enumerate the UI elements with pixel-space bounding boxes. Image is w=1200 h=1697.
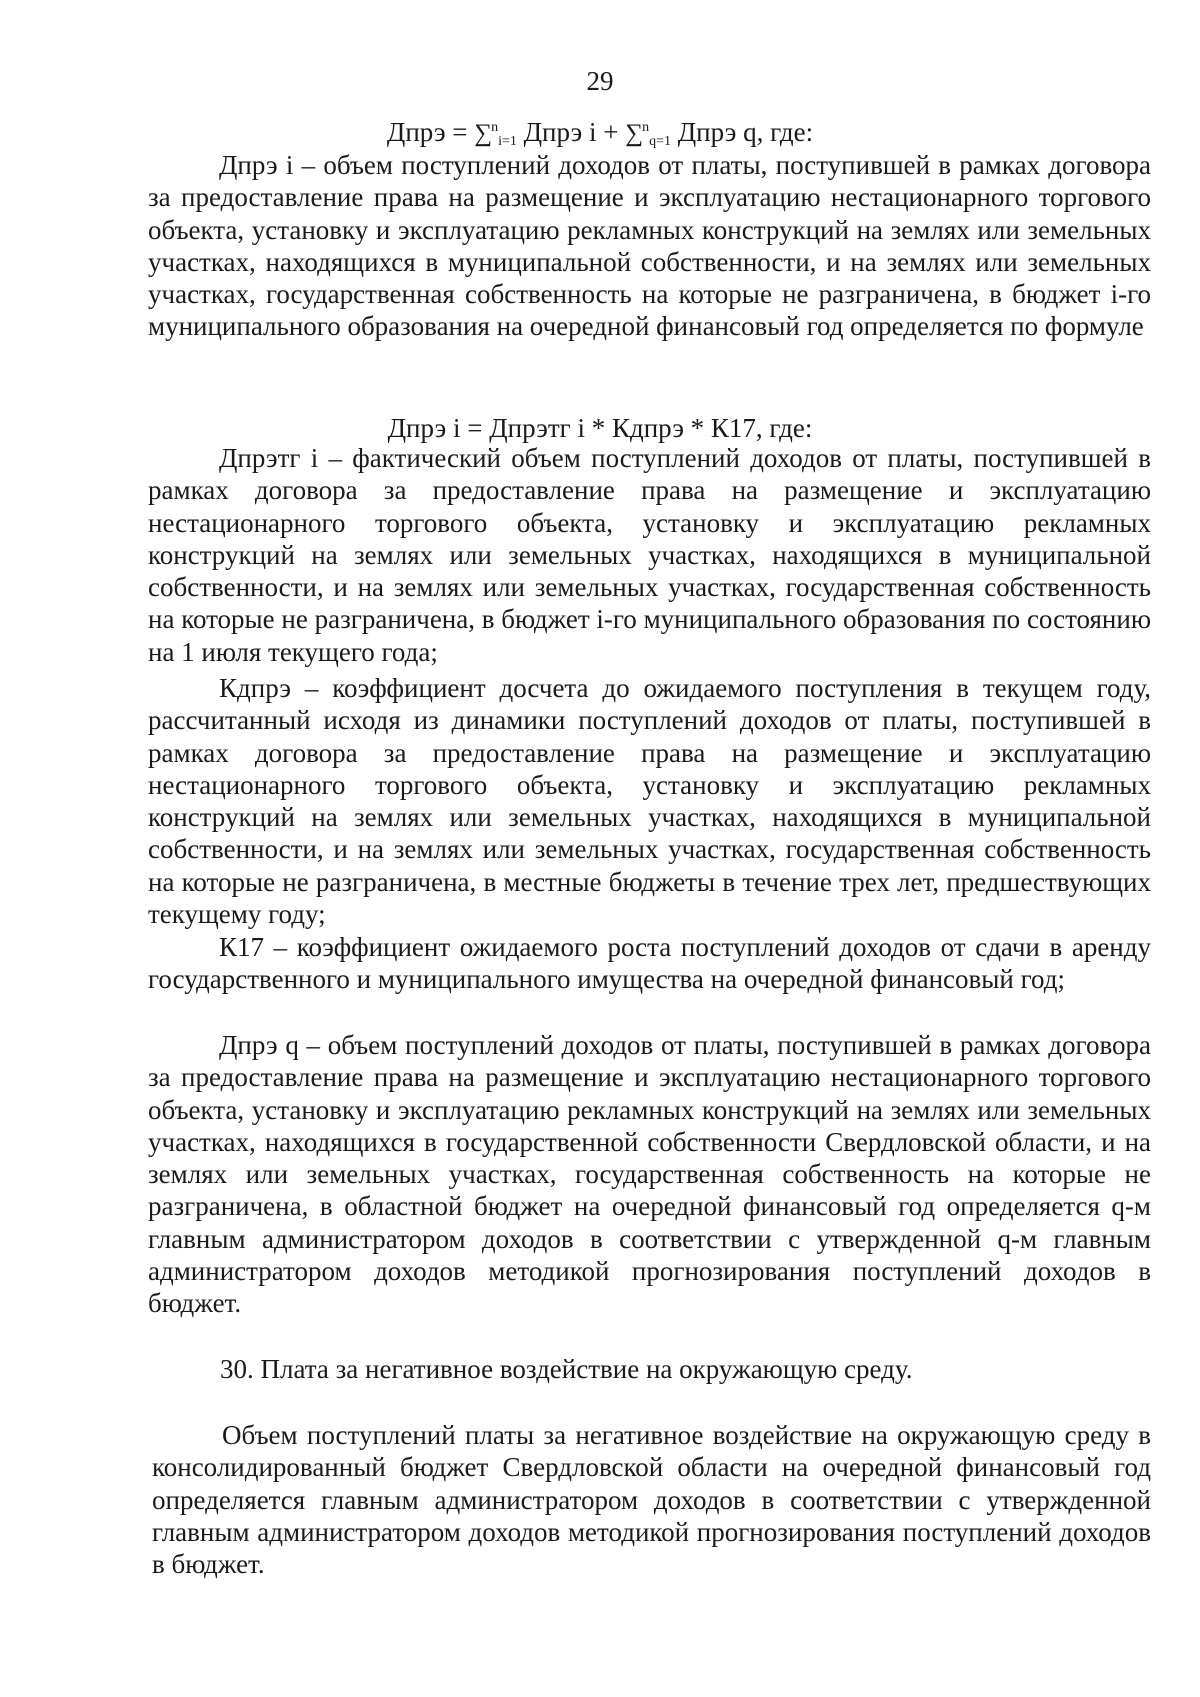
sum-lower: i=1 — [498, 134, 517, 149]
paragraph-negative-impact-fee: Объем поступлений платы за негативное воздействие на окружающую среду в консолидированный бюджет Свердловской области на очередной финансовый год определяется главным администратором доходов в соответствии с утвержденной главным администратором доходов методикой прогнозирования поступлений доходов в бюджет. — [152, 1420, 1151, 1580]
section-heading: 30. Плата за негативное воздействие на окружающую среду. — [220, 1354, 913, 1384]
formula-lhs: Дпрэ = — [386, 117, 468, 147]
formula-dpre-i: Дпрэ i = Дпрэтг i * Кдпрэ * К17, где: — [387, 413, 813, 443]
sum-upper: n — [642, 120, 650, 135]
formula-term: Дпрэ i + — [523, 117, 619, 147]
paragraph-definition-dpretg-i: Дпрэтг i – фактический объем поступлений доходов от платы, поступившей в рамках договора за предоставление права на размещение и эксплуатацию нестационарного торгового объекта, установку и эксплуатацию рекламных конструкций на землях или земельных участках, находящихся в муниципальной собственности, и на землях или земельных участках, государственная собственность на которые не разграничена, в бюджет i-го муниципального образования по состоянию на 1 июля текущего года; — [148, 443, 1151, 667]
paragraph-definition-kdpre: Кдпрэ – коэффициент досчета до ожидаемого поступления в текущем году, рассчитанный исходя из динамики поступлений доходов от платы, поступившей в рамках договора за предоставление права на размещение и эксплуатацию нестационарного торгового объекта, установку и эксплуатацию рекламных конструкций на землях или земельных участках, находящихся в муниципальной собственности, и на землях или земельных участках, государственная собственность на которые не разграничена, в местные бюджеты в течение трех лет, предшествующих текущему году; — [148, 673, 1151, 930]
page-number: 29 — [586, 66, 614, 96]
formula-term: Дпрэ q, где: — [677, 117, 814, 147]
sum-symbol: ∑ — [625, 120, 644, 147]
paragraph-definition-dpre-q: Дпрэ q – объем поступлений доходов от платы, поступившей в рамках договора за предоставление права на размещение и эксплуатацию нестационарного торгового объекта, установку и эксплуатацию рекламных конструкций на землях или земельных участках, находящихся в государственной собственности Свердловской области, и на землях или земельных участках, государственная собственность на которые не разграничена, в областной бюджет на очередной финансовый год определяется q-м главным администратором доходов в соответствии с утвержденной q-м главным администратором доходов методикой прогнозирования поступлений доходов в бюджет. — [148, 1030, 1151, 1319]
paragraph-definition-k17: К17 – коэффициент ожидаемого роста поступлений доходов от сдачи в аренду государственного и муниципального имущества на очередной финансовый год; — [148, 932, 1151, 995]
formula-total — [0, 117, 1200, 150]
paragraph-definition-dpre-i: Дпрэ i – объем поступлений доходов от платы, поступившей в рамках договора за предоставление права на размещение и эксплуатацию нестационарного торгового объекта, установку и эксплуатацию рекламных конструкций на землях или земельных участках, находящихся в муниципальной собственности, и на землях или земельных участках, государственная собственность на которые не разграничена, в бюджет i-го муниципального образования на очередной финансовый год определяется по формуле — [148, 150, 1151, 342]
sum-lower: q=1 — [649, 134, 671, 149]
sum-symbol: ∑ — [474, 120, 493, 147]
sum-upper: n — [491, 120, 499, 135]
